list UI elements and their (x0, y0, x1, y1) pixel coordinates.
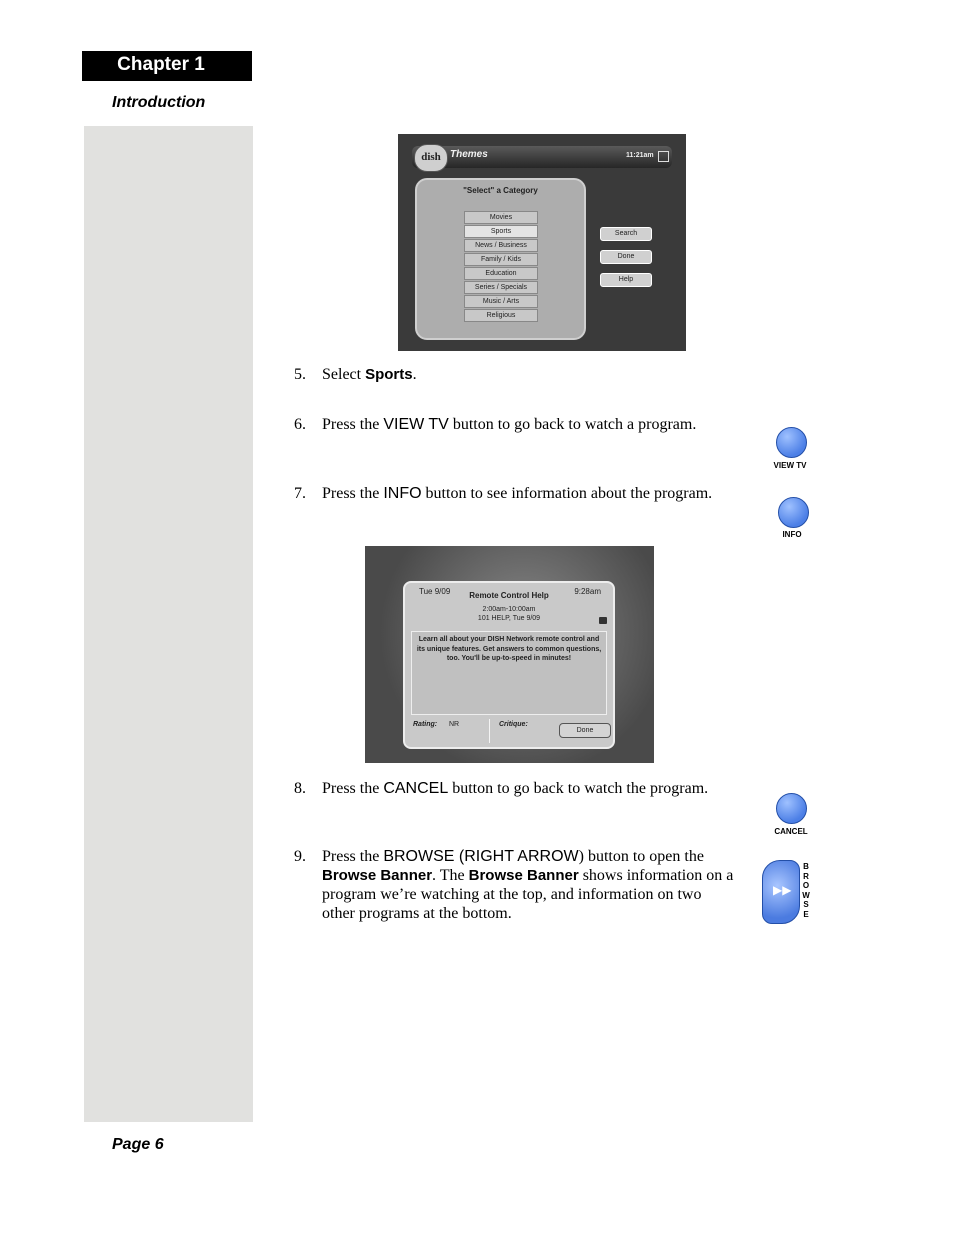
info-done-button[interactable]: Done (559, 723, 611, 738)
help-button[interactable]: Help (600, 273, 652, 287)
themes-clock: 11:21am (626, 152, 654, 159)
step-text: Press the INFO button to see information about the program. (322, 485, 713, 502)
category-item-education[interactable]: Education (464, 267, 538, 280)
step-text: Press the CANCEL button to go back to watch the program. (322, 780, 709, 797)
info-channel: 101 HELP, Tue 9/09 (477, 615, 541, 622)
themes-screenshot (398, 134, 686, 351)
sidebar-margin (84, 126, 253, 1122)
step-number: 6. (294, 416, 306, 433)
themes-title: Themes (450, 149, 488, 160)
category-item-news-business[interactable]: News / Business (464, 239, 538, 252)
step-number: 5. (294, 366, 306, 383)
step-number: 9. (294, 848, 306, 865)
dish-logo: dish (414, 144, 448, 172)
category-panel (415, 178, 586, 340)
step-text: Press the BROWSE (RIGHT ARROW) button to open the Browse Banner. The Browse Banner shows information on a program we’re watching at the top, and information on two other programs at the bottom. (322, 848, 734, 922)
fast-forward-icon: ▶▶ (773, 883, 792, 897)
category-item-music-arts[interactable]: Music / Arts (464, 295, 538, 308)
step-text: Press the VIEW TV button to go back to watch a program. (322, 416, 697, 433)
view-tv-button-icon (776, 427, 807, 458)
themes-title-bar (412, 146, 672, 168)
step-number: 8. (294, 780, 306, 797)
info-time-range: 2:00am-10:00am (482, 606, 536, 613)
category-item-series-specials[interactable]: Series / Specials (464, 281, 538, 294)
critique-label: Critique: (499, 721, 528, 728)
lock-icon (599, 617, 607, 624)
tv-icon (658, 151, 669, 162)
info-label: INFO (782, 530, 802, 539)
category-list (464, 211, 538, 323)
step-number: 7. (294, 485, 306, 502)
category-item-family-kids[interactable]: Family / Kids (464, 253, 538, 266)
info-button-icon (778, 497, 809, 528)
rating-label: Rating: (413, 721, 438, 728)
cancel-button-icon (776, 793, 807, 824)
page-number: Page 6 (112, 1136, 164, 1153)
info-time: 9:28am (574, 587, 601, 596)
info-description: Learn all about your DISH Network remote control and its unique features. Get answers to common questions, too. You'll be up-to-speed in minutes! (411, 631, 607, 715)
info-screenshot (365, 546, 654, 763)
info-date: Tue 9/09 (419, 587, 451, 596)
program-info-card (403, 581, 615, 749)
info-divider (489, 719, 490, 743)
browse-button-icon (762, 860, 800, 924)
category-item-religious[interactable]: Religious (464, 309, 538, 322)
done-button[interactable]: Done (600, 250, 652, 264)
browse-label: B R O W S E (802, 862, 810, 919)
category-item-sports[interactable]: Sports (464, 225, 538, 238)
cancel-label: CANCEL (774, 827, 808, 836)
rating-value: NR (449, 721, 460, 728)
category-item-movies[interactable]: Movies (464, 211, 538, 224)
search-button[interactable]: Search (600, 227, 652, 241)
view-tv-label: VIEW TV (773, 461, 807, 470)
chapter-heading: Chapter 1 (82, 51, 252, 81)
info-program-title: Remote Control Help (469, 591, 549, 600)
step-text: Select Sports. (322, 366, 417, 383)
section-title: Introduction (112, 94, 206, 111)
category-panel-header: "Select" a Category (463, 186, 538, 195)
